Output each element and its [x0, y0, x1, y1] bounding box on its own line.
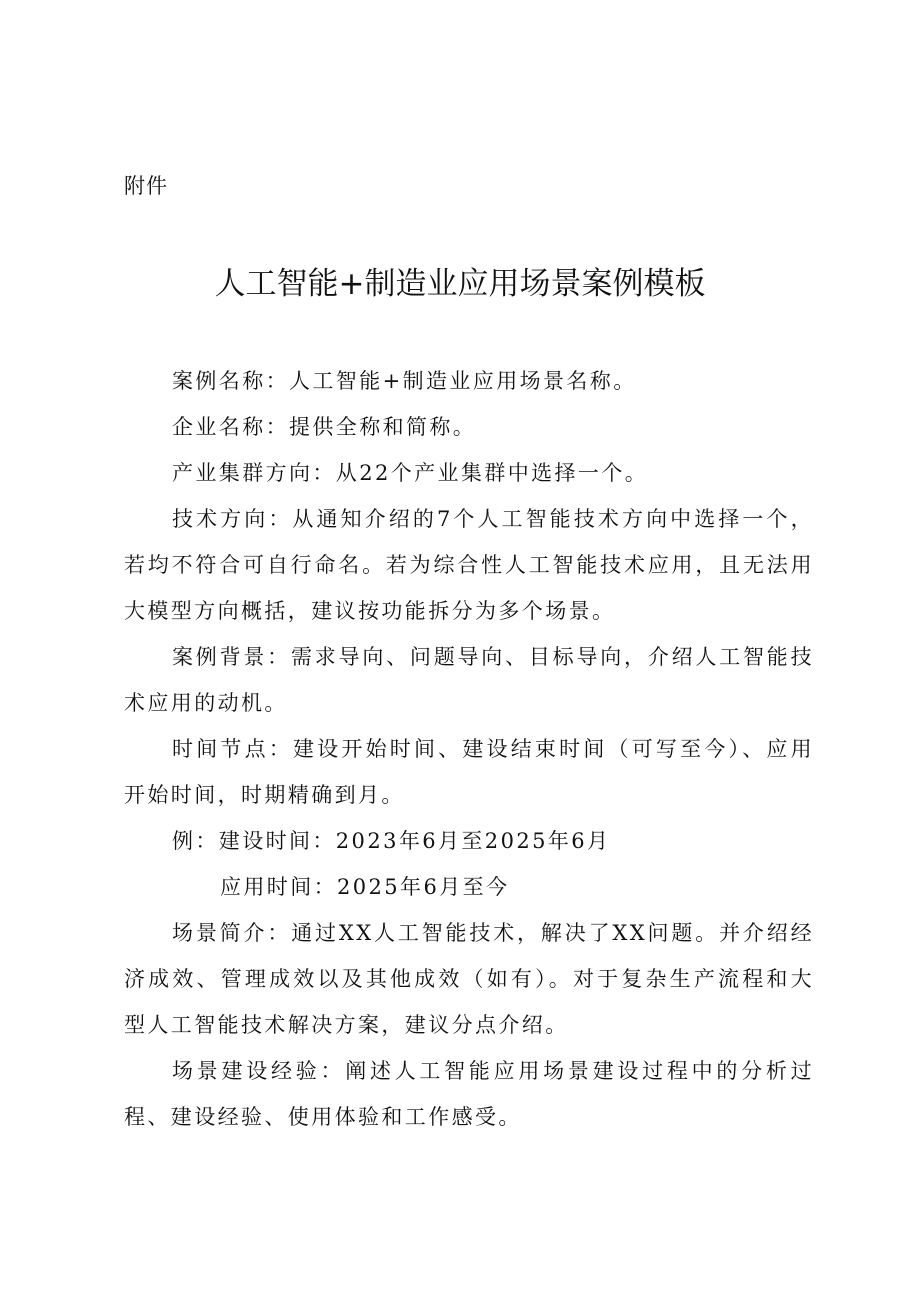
paragraph-example-build-time: 例：建设时间：2023年6月至2025年6月 — [172, 829, 611, 853]
paragraph-industry-cluster: 产业集群方向：从22个产业集群中选择一个。 — [172, 461, 649, 485]
document-title: 人工智能+制造业应用场景案例模板 — [214, 266, 706, 302]
paragraph-tech-direction: 技术方向：从通知介绍的7个人工智能技术方向中选择一个，若均不符合可自行命名。若为综合性人工智能技术应用，且无法用大模型方向概括，建议按功能拆分为多个场景。 — [124, 507, 814, 623]
paragraph-build-experience: 场景建设经验：阐述人工智能应用场景建设过程中的分析过程、建设经验、使用体验和工作感受。 — [124, 1059, 814, 1129]
paragraph-case-background: 案例背景：需求导向、问题导向、目标导向，介绍人工智能技术应用的动机。 — [124, 645, 814, 715]
paragraph-scene-intro: 场景简介：通过XX人工智能技术，解决了XX问题。并介绍经济成效、管理成效以及其他成效（如有）。对于复杂生产流程和大型人工智能技术解决方案，建议分点介绍。 — [124, 921, 814, 1037]
paragraph-time-nodes: 时间节点：建设开始时间、建设结束时间（可写至今）、应用开始时间，时期精确到月。 — [124, 737, 814, 807]
document-body — [124, 358, 814, 1140]
paragraph-company-name: 企业名称：提供全称和简称。 — [172, 415, 477, 439]
attachment-label: 附件 — [124, 174, 168, 198]
paragraph-example-apply-time: 应用时间：2025年6月至今 — [220, 875, 510, 899]
paragraph-case-name: 案例名称：人工智能+制造业应用场景名称。 — [172, 369, 637, 393]
